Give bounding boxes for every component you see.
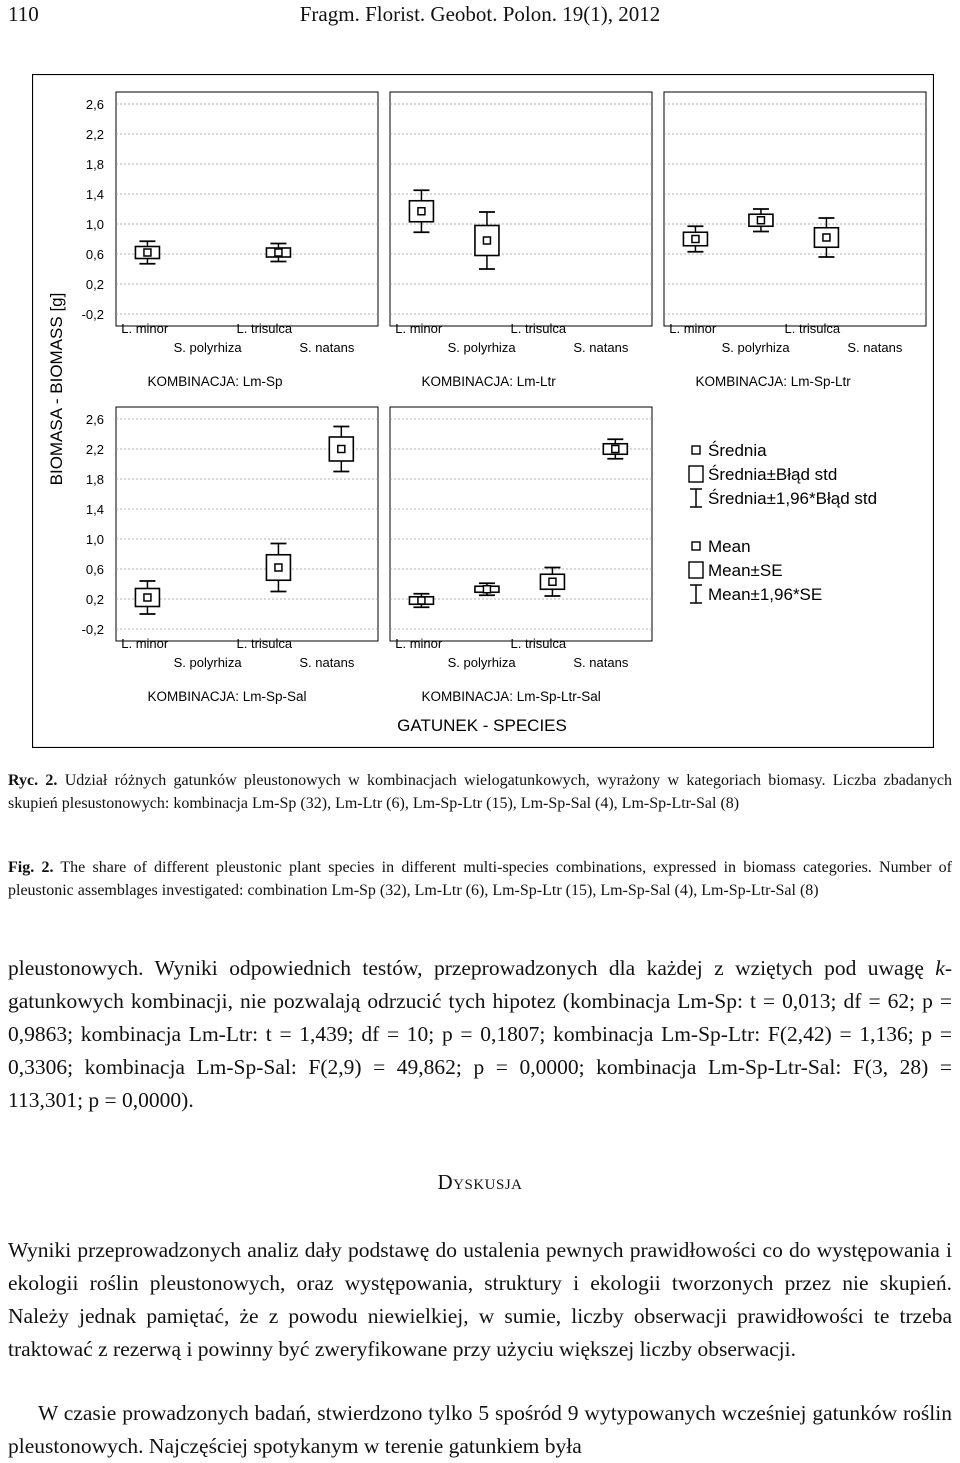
legend-mean-symbol [692,542,700,550]
mean-marker [692,236,699,243]
x-tick-label: S. polyrhiza [447,340,516,355]
paragraph-results-k: k [935,956,945,980]
mean-marker [549,578,556,585]
legend-se-symbol [689,466,703,482]
caption-label-pl: Ryc. 2. [8,772,58,789]
section-heading: Dyskusja [437,1170,523,1194]
x-tick-label: L. trisulca [510,636,567,651]
y-tick-label: 1,0 [85,532,104,547]
y-tick-label: 2,6 [85,97,104,112]
caption-text-en: The share of different pleustonic plant species in different multi-species combinations, expressed in biomass categories. Number of pleustonic assemblages investigated: combination Lm-Sp (32), Lm-Ltr (6), Lm-Sp-Ltr (15), Lm-Sp-Sal (4), Lm-Sp-Ltr-Sal (8) [8,859,953,899]
x-tick-label: S. polyrhiza [173,655,242,670]
legend-label: Średnia±Błąd std [708,465,838,484]
y-tick-label: -0,2 [81,307,104,322]
y-tick-label: 0,6 [85,562,104,577]
x-tick-label: S. polyrhiza [447,655,516,670]
figure-caption-polish [8,769,952,815]
panel-title: KOMBINACJA: Lm-Sp-Sal [147,689,307,704]
figure-caption-english [8,856,952,902]
mean-marker [275,249,282,256]
panel-title: KOMBINACJA: Lm-Sp-Ltr [695,374,851,389]
panel-title: KOMBINACJA: Lm-Ltr [421,374,556,389]
y-tick-label: 1,4 [85,187,104,202]
panel-title: KOMBINACJA: Lm-Sp [147,374,283,389]
mean-marker [757,217,764,224]
y-tick-label: 0,2 [85,277,104,292]
legend-label: Średnia±1,96*Błąd std [708,489,878,508]
running-header [8,2,952,28]
legend-label: Mean [708,537,751,556]
x-tick-label: L. minor [121,636,169,651]
figure-2-box-plots [32,74,934,748]
x-tick-label: S. natans [573,340,629,355]
paragraph-discussion-2: W czasie prowadzonych badań, stwierdzono tylko 5 spośród 9 wytypowanych wcześniej gatunków roślin pleustonowych. Najczęściej spotykanym w terenie gatunkiem była [8,1401,952,1458]
y-tick-label: 1,8 [85,157,104,172]
x-tick-label: L. minor [395,321,443,336]
y-tick-label: 1,4 [85,502,104,517]
x-tick-label: L. trisulca [784,321,841,336]
y-tick-label: 2,2 [85,127,104,142]
x-tick-label: S. natans [299,340,355,355]
y-tick-label: -0,2 [81,622,104,637]
paragraph-results [8,952,952,1117]
mean-marker [483,586,490,593]
x-tick-label: L. minor [669,321,717,336]
panel-title: KOMBINACJA: Lm-Sp-Ltr-Sal [421,689,601,704]
x-tick-label: L. trisulca [236,321,293,336]
y-tick-label: 0,2 [85,592,104,607]
caption-label-en: Fig. 2. [8,859,54,876]
y-tick-label: 1,8 [85,472,104,487]
y-tick-label: 1,0 [85,217,104,232]
mean-marker [144,249,151,256]
mean-marker [483,237,490,244]
mean-marker [823,234,830,241]
mean-marker [275,564,282,571]
page-number: 110 [8,2,39,26]
y-axis-title: BIOMASA - BIOMASS [g] [47,292,66,486]
y-tick-label: 0,6 [85,247,104,262]
mean-marker [338,446,345,453]
x-axis-title: GATUNEK - SPECIES [397,716,567,735]
legend-se-symbol [689,562,703,578]
paragraph-discussion-1: Wyniki przeprowadzonych analiz dały podstawę do ustalenia pewnych prawidłowości co do występowania i ekologii roślin pleustonowych, oraz występowania, struktury i ekologii tworzonych przez nie skupień. Należy jednak pamiętać, że z powodu niewielkiej, w sumie, liczby obserwacji prawidłowości te trzeba traktować z rezerwą i powinny być zweryfikowane przy użyciu większej liczby obserwacji. [8,1238,952,1361]
x-tick-label: S. polyrhiza [173,340,242,355]
legend-mean-symbol [692,446,700,454]
x-tick-label: S. polyrhiza [721,340,790,355]
x-tick-label: S. natans [299,655,355,670]
x-tick-label: L. minor [121,321,169,336]
x-tick-label: L. trisulca [510,321,567,336]
mean-marker [612,446,619,453]
legend-label: Mean±SE [708,561,783,580]
y-tick-label: 2,6 [85,412,104,427]
x-tick-label: L. trisulca [236,636,293,651]
mean-marker [418,597,425,604]
legend-label: Mean±1,96*SE [708,585,823,604]
legend-label: Średnia [708,441,767,460]
paragraph-results-part-a: pleustonowych. Wyniki odpowiednich testów, przeprowadzonych dla każdej z wziętych pod uwagę [8,956,936,980]
x-tick-label: L. minor [395,636,443,651]
x-tick-label: S. natans [847,340,903,355]
journal-citation: Fragm. Florist. Geobot. Polon. 19(1), 2012 [299,2,661,26]
paragraph-results-part-b: -gatunkowych kombinacji, nie pozwalają odrzucić tych hipotez (kombinacja Lm-Sp: t = 0,013; df = 62; p = 0,9863; kombinacja Lm-Ltr: t = 1,439; df = 10; p = 0,1807; kombinacja Lm-Sp-Ltr: F(2,42) = 1,136; p = 0,3306; kombinacja Lm-Sp-Sal: F(2,9) = 49,862; p = 0,0000; kombinacja Lm-Sp-Ltr-Sal: F(3, 28) = 113,301; p = 0,0000). [8,956,952,1112]
y-tick-label: 2,2 [85,442,104,457]
mean-marker [418,208,425,215]
x-tick-label: S. natans [573,655,629,670]
mean-marker [144,594,151,601]
caption-text-pl: Udział różnych gatunków pleustonowych w kombinacjach wielogatunkowych, wyrażony w kategoriach biomasy. Liczba zbadanych skupień plesustonowych: kombinacja Lm-Sp (32), Lm-Ltr (6), Lm-Sp-Ltr (15), Lm-Sp-Sal (4), Lm-Sp-Ltr-Sal (8) [8,772,953,812]
